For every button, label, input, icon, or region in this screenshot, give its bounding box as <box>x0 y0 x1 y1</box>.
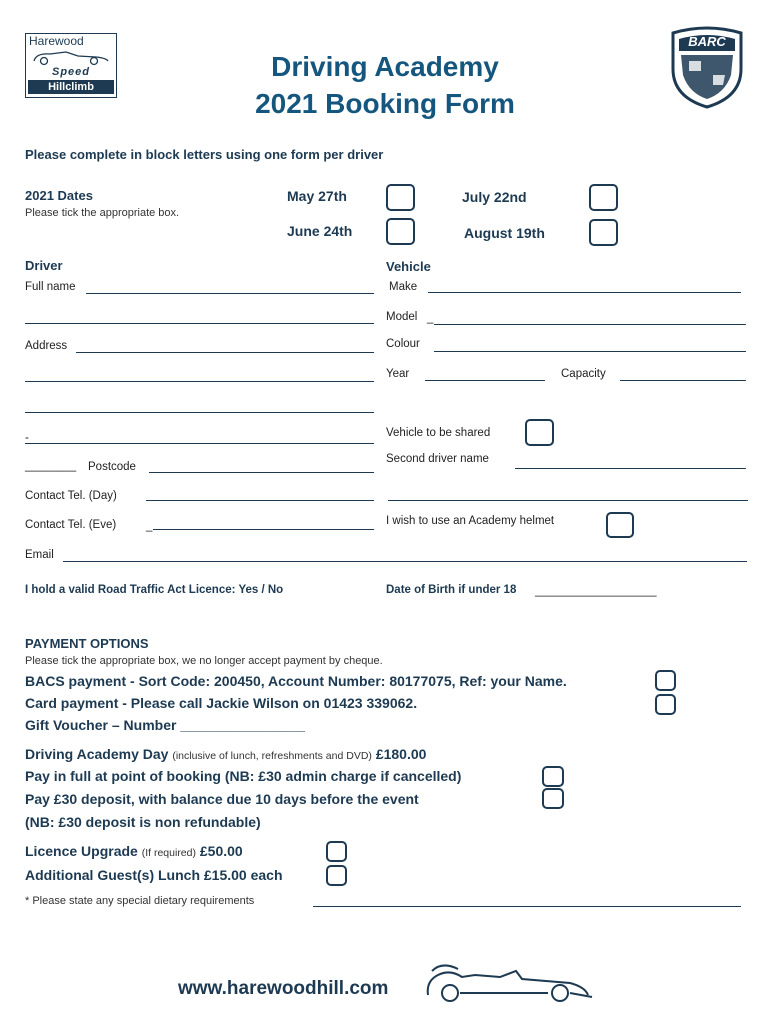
postcode-prefix: ________ <box>25 460 77 472</box>
make-label: Make <box>389 281 418 293</box>
helmet-label: I wish to use an Academy helmet <box>386 515 555 527</box>
dietary-label: * Please state any special dietary requirements <box>25 895 255 907</box>
licence-upgrade-line <box>25 843 243 859</box>
guest-lunch-checkbox[interactable] <box>326 865 347 886</box>
harewood-logo-line2: Speed <box>51 66 90 78</box>
logo-car-icon <box>26 48 114 66</box>
vehicle-shared-checkbox[interactable] <box>525 419 554 446</box>
licence-upgrade-checkbox[interactable] <box>326 841 347 862</box>
dates-heading: 2021 Dates <box>25 188 93 203</box>
vehicle-shared-label: Vehicle to be shared <box>386 427 491 439</box>
guest-lunch-label: Additional Guest(s) Lunch £15.00 each <box>25 867 283 883</box>
full-name-field[interactable] <box>86 293 374 294</box>
instruction-text: Please complete in block letters using one form per driver <box>25 147 384 162</box>
capacity-label: Capacity <box>561 368 606 380</box>
pay-deposit-label: Pay £30 deposit, with balance due 10 days before the event <box>25 791 419 807</box>
second-driver-field[interactable] <box>515 468 746 469</box>
full-name-label: Full name <box>25 281 76 293</box>
address-label: Address <box>25 340 68 352</box>
deposit-note: (NB: £30 deposit is non refundable) <box>25 814 261 830</box>
footer-car-icon <box>420 955 600 1005</box>
colour-field[interactable] <box>434 351 746 352</box>
model-label: Model <box>386 311 418 323</box>
tel-eve-mark: _ <box>146 520 153 532</box>
academy-day-note: (inclusive of lunch, refreshments and DVD) <box>172 750 372 762</box>
helmet-checkbox[interactable] <box>606 512 634 538</box>
tel-eve-field[interactable] <box>153 529 374 530</box>
email-label: Email <box>25 549 54 561</box>
date-checkbox-may[interactable] <box>386 184 415 211</box>
date-label-june: June 24th <box>287 223 353 239</box>
harewood-logo <box>25 33 117 98</box>
pay-full-checkbox[interactable] <box>542 766 564 787</box>
licence-statement: I hold a valid Road Traffic Act Licence: Yes / No <box>25 584 284 596</box>
colour-label: Colour <box>386 338 420 350</box>
gift-voucher-label: Gift Voucher – Number ________________ <box>25 717 305 733</box>
date-checkbox-july[interactable] <box>589 184 618 211</box>
date-label-july: July 22nd <box>462 189 527 205</box>
payment-note: Please tick the appropriate box, we no longer accept payment by cheque. <box>25 655 383 667</box>
form-title-line2: 2021 Booking Form <box>255 88 515 119</box>
address-field-3[interactable] <box>25 412 374 413</box>
harewood-logo-line1: Harewood <box>29 34 84 48</box>
date-checkbox-august[interactable] <box>589 219 618 246</box>
date-checkbox-june[interactable] <box>386 218 415 245</box>
second-driver-field-2[interactable] <box>388 500 748 501</box>
website-url[interactable]: www.harewoodhill.com <box>178 978 389 999</box>
dates-note: Please tick the appropriate box. <box>25 207 180 219</box>
card-option-label: Card payment - Please call Jackie Wilson on 01423 339062. <box>25 695 418 711</box>
vehicle-heading: Vehicle <box>386 259 431 274</box>
dietary-field[interactable] <box>313 906 741 907</box>
form-title-line1: Driving Academy <box>271 51 499 82</box>
make-field[interactable] <box>428 292 741 293</box>
driver-heading: Driver <box>25 258 63 273</box>
capacity-field[interactable] <box>620 380 746 381</box>
tel-eve-label: Contact Tel. (Eve) <box>25 519 117 531</box>
harewood-logo-line3: Hillclimb <box>28 80 114 94</box>
address-field-4[interactable] <box>25 443 374 444</box>
model-field[interactable] <box>434 324 746 325</box>
postcode-field[interactable] <box>149 472 374 473</box>
full-name-field-2[interactable] <box>25 323 374 324</box>
barc-logo <box>667 25 747 109</box>
licence-upgrade-note: (If required) <box>141 847 196 859</box>
address-field-2[interactable] <box>25 381 374 382</box>
card-checkbox[interactable] <box>655 694 676 715</box>
pay-full-label: Pay in full at point of booking (NB: £30 admin charge if cancelled) <box>25 768 462 784</box>
dob-label: Date of Birth if under 18 <box>386 584 517 596</box>
model-mark: _ <box>427 312 434 324</box>
tel-day-field[interactable] <box>146 500 374 501</box>
date-label-august: August 19th <box>464 225 545 241</box>
second-driver-label: Second driver name <box>386 453 489 465</box>
tel-day-label: Contact Tel. (Day) <box>25 490 117 502</box>
year-field[interactable] <box>425 380 545 381</box>
bacs-option-label: BACS payment - Sort Code: 200450, Account Number: 80177075, Ref: your Name. <box>25 673 567 689</box>
payment-heading: PAYMENT OPTIONS <box>25 636 149 651</box>
dob-line[interactable]: ___________________ <box>535 585 657 597</box>
licence-upgrade-title: Licence Upgrade <box>25 843 138 859</box>
academy-day-title: Driving Academy Day <box>25 746 169 762</box>
barc-logo-text: BARC <box>688 34 726 49</box>
address-field-1[interactable] <box>76 352 374 353</box>
pay-deposit-checkbox[interactable] <box>542 788 564 809</box>
postcode-label: Postcode <box>88 461 136 473</box>
year-label: Year <box>386 368 410 380</box>
date-label-may: May 27th <box>287 188 347 204</box>
academy-day-price: £180.00 <box>375 746 427 762</box>
bacs-checkbox[interactable] <box>655 670 676 691</box>
email-field[interactable] <box>63 561 747 562</box>
academy-day-line <box>25 746 426 762</box>
address-dash: - <box>25 432 29 444</box>
licence-upgrade-price: £50.00 <box>199 843 243 859</box>
